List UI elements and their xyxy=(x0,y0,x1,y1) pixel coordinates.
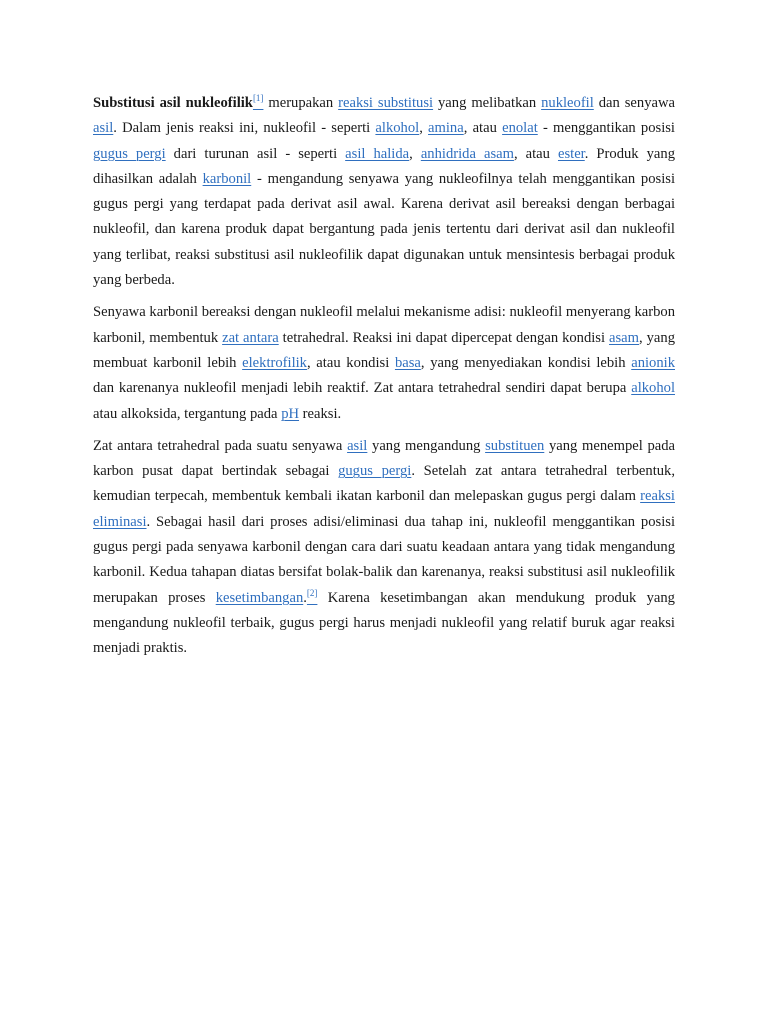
text-run: dan senyawa xyxy=(593,95,675,111)
text-run: yang menempel pada karbon pusat dapat bertindak sebagai xyxy=(93,437,675,480)
link-asam[interactable]: asam xyxy=(609,329,640,346)
link-anionik[interactable]: anionik xyxy=(631,354,675,371)
link-elektrofilik[interactable]: elektrofilik xyxy=(242,354,307,371)
link-gugus-pergi[interactable]: gugus pergi xyxy=(93,145,166,162)
text-run: . Dalam jenis reaksi ini, nukleofil - seperti xyxy=(113,120,376,137)
link-ester[interactable]: ester xyxy=(557,145,585,162)
reference-marker: [2] xyxy=(306,587,318,598)
text-run: Zat antara tetrahedral pada suatu senyawa xyxy=(93,437,348,454)
link-gugus-pergi[interactable]: gugus pergi xyxy=(338,463,412,480)
text-run: , yang menyediakan kondisi lebih xyxy=(420,354,632,371)
link-nukleofil[interactable]: nukleofil xyxy=(541,95,594,111)
text-run: yang mengandung xyxy=(367,437,486,454)
link-kesetimbangan[interactable]: kesetimbangan xyxy=(215,589,304,606)
link-asil[interactable]: asil xyxy=(347,437,368,454)
text-run: . xyxy=(303,589,307,606)
link-asil-halida[interactable]: asil halida xyxy=(345,145,410,162)
reference-marker: [1] xyxy=(252,93,264,103)
link-amina[interactable]: amina xyxy=(428,120,464,137)
text-run: Karena kesetimbangan akan mendukung produk yang mengandung nukleofil terbaik, gugus pergi harus menjadi nukleofil yang relatif buruk agar reaksi menjadi praktis. xyxy=(93,589,675,657)
link-alkohol[interactable]: alkohol xyxy=(631,380,675,397)
text-run: . Setelah zat antara tetrahedral terbentuk, kemudian terpecah, membentuk kembali ikatan karbonil dan melepaskan gugus pergi dalam xyxy=(93,463,675,505)
text-run: - mengandung senyawa yang nukleofilnya telah menggantikan posisi gugus pergi yang terdapat pada derivat asil awal. Karena derivat asil bereaksi dengan berbagai nukleofil, dan karena produk dapat bergantung pada jenis tertentu dari derivat asil dan nukleofil yang terlibat, reaksi substitusi asil nukleofilik dapat digunakan untuk mensintesis berbagai produk yang berbeda. xyxy=(93,170,675,289)
link-basa[interactable]: basa xyxy=(394,354,421,371)
text-run: . Sebagai hasil dari proses adisi/eliminasi dua tahap ini, nukleofil menggantikan posisi gugus pergi pada senyawa karbonil dengan cara dari suatu keadaan antara yang tidak mengandung karbonil. Kedua tahapan diatas bersifat bolak-balik dan karenanya, reaksi substitusi asil nukleofilik merupakan proses xyxy=(93,513,675,606)
text-run: , atau xyxy=(463,120,503,137)
link-zat-antara[interactable]: zat antara xyxy=(222,329,279,346)
reference-link[interactable] xyxy=(306,587,318,606)
paragraph-mechanism xyxy=(93,300,675,426)
text-run: . Produk yang dihasilkan adalah xyxy=(93,145,675,187)
document-body xyxy=(93,91,675,669)
text-run: reaksi. xyxy=(299,405,342,422)
link-enolat[interactable]: enolat xyxy=(502,120,538,137)
text-run: - menggantikan posisi xyxy=(537,120,675,137)
link-alkohol[interactable]: alkohol xyxy=(375,120,420,137)
link-reaksi-eliminasi[interactable]: reaksi eliminasi xyxy=(93,488,675,530)
text-run: , atau xyxy=(513,145,558,162)
text-run: atau alkoksida, tergantung pada xyxy=(93,405,282,422)
link-substituen[interactable]: substituen xyxy=(485,437,545,454)
term-bold: Substitusi asil nukleofilik xyxy=(93,95,253,111)
reference-link[interactable] xyxy=(253,95,264,111)
text-run: merupakan xyxy=(263,95,339,111)
paragraph-intro xyxy=(93,91,675,293)
text-run: , xyxy=(419,120,429,137)
text-run: dari turunan asil - seperti xyxy=(165,145,346,162)
text-run: dan karenanya nukleofil menjadi lebih reaktif. Zat antara tetrahedral sendiri dapat berupa xyxy=(93,380,632,397)
text-run: tetrahedral. Reaksi ini dapat dipercepat dengan kondisi xyxy=(278,329,610,346)
link-reaksi-substitusi[interactable]: reaksi substitusi xyxy=(338,95,434,111)
link-asil[interactable]: asil xyxy=(93,120,114,137)
text-run: Senyawa karbonil bereaksi dengan nukleofil melalui mekanisme adisi: nukleofil menyerang karbon karbonil, membentuk xyxy=(93,304,675,346)
link-karbonil[interactable]: karbonil xyxy=(202,170,252,187)
text-run: yang melibatkan xyxy=(433,95,542,111)
text-run: , xyxy=(409,145,421,162)
link-ph[interactable]: pH xyxy=(281,405,300,422)
text-run: , yang membuat karbonil lebih xyxy=(93,329,675,371)
paragraph-equilibrium xyxy=(93,434,675,662)
link-anhidrida-asam[interactable]: anhidrida asam xyxy=(420,145,514,162)
text-run: , atau kondisi xyxy=(306,354,395,371)
